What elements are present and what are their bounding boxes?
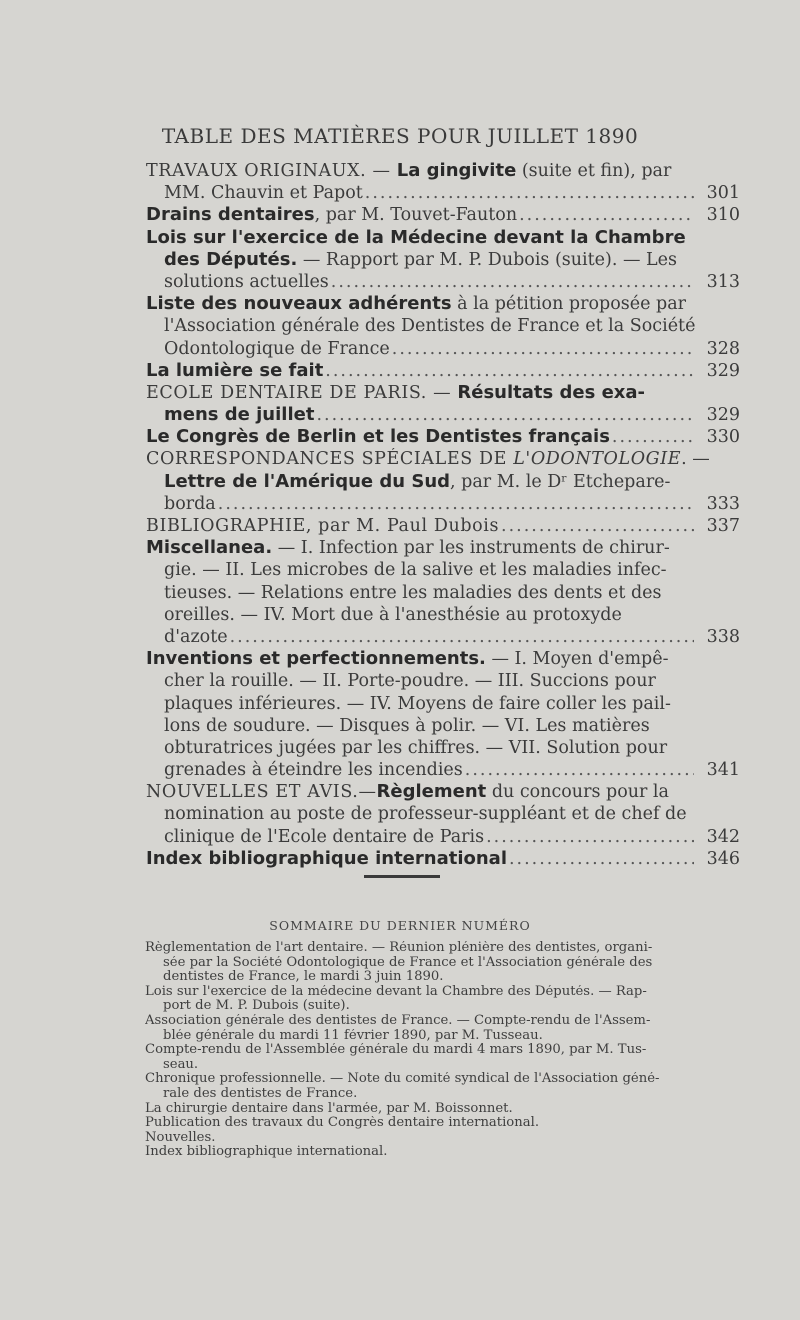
leader-dots bbox=[501, 515, 694, 537]
page-number: 346 bbox=[706, 848, 740, 869]
article-authors: borda bbox=[164, 493, 216, 514]
table-of-contents bbox=[146, 160, 740, 870]
summary-list bbox=[145, 941, 741, 1160]
toc-entry-drains bbox=[146, 204, 740, 226]
toc-line bbox=[146, 737, 740, 759]
toc-line bbox=[146, 160, 740, 182]
summary-title: SOMMAIRE DU DERNIER NUMÉRO bbox=[269, 918, 531, 933]
article-note: cher la rouille. — II. Porte-poudre. — III. Succions pour bbox=[164, 671, 656, 692]
toc-entry-inventions bbox=[146, 648, 740, 781]
toc-line bbox=[146, 715, 740, 737]
toc-line bbox=[146, 759, 740, 781]
section-label: TRAVAUX ORIGINAUX. — bbox=[146, 161, 397, 181]
page-number: 313 bbox=[706, 271, 740, 292]
section-label: ECOLE DENTAIRE DE PARIS. — bbox=[146, 382, 458, 403]
page-number: 337 bbox=[706, 516, 740, 536]
section-label: BIBLIOGRAPHIE, par M. Paul Dubois bbox=[146, 516, 500, 536]
page-number: 341 bbox=[706, 760, 740, 781]
article-note: tieuses. — Relations entre les maladies des dents et des bbox=[164, 582, 662, 603]
summary-line: Association générale des dentistes de France. — Compte-rendu de l'Assem- bbox=[145, 1013, 651, 1028]
toc-line bbox=[146, 204, 740, 226]
leader-dots bbox=[325, 360, 694, 382]
summary-line: Publication des travaux du Congrès dentaire international. bbox=[145, 1116, 540, 1131]
toc-line bbox=[146, 271, 740, 293]
article-note: lons de soudure. — Disques à polir. — VI. Les matières bbox=[164, 715, 650, 736]
toc-entry-index bbox=[146, 848, 740, 870]
toc-line bbox=[146, 604, 740, 626]
summary-line: sée par la Société Odontologique de France et l'Association générale des bbox=[163, 955, 653, 970]
article-title: Lois sur l'exercice de la Médecine devant la Chambre bbox=[146, 226, 686, 248]
article-note: — I. Infection par les instruments de chirur- bbox=[272, 538, 670, 559]
article-note: gie. — II. Les microbes de la salive et les maladies infec- bbox=[164, 560, 667, 581]
article-title: Index bibliographique international bbox=[146, 847, 507, 869]
toc-line bbox=[146, 582, 740, 604]
toc-line bbox=[146, 404, 740, 426]
article-title: Résultats des exa- bbox=[457, 381, 646, 403]
article-note: du concours pour la bbox=[486, 782, 669, 803]
page-number: 338 bbox=[706, 626, 740, 647]
toc-line bbox=[146, 537, 740, 559]
leader-dots bbox=[519, 204, 694, 226]
summary-line: port de M. P. Dubois (suite). bbox=[163, 999, 350, 1014]
article-note: obturatrices jugées par les chiffres. — VII. Solution pour bbox=[164, 737, 668, 758]
toc-line bbox=[146, 559, 740, 581]
toc-entry-nouvelles bbox=[146, 781, 740, 848]
leader-dots bbox=[218, 493, 694, 515]
journal-name: L'ODONTOLOGIE bbox=[513, 449, 682, 470]
page-number: 342 bbox=[706, 826, 740, 847]
summary-line: Lois sur l'exercice de la médecine devant la Chambre des Députés. — Rap- bbox=[145, 984, 647, 999]
section-label: CORRESPONDANCES SPÉCIALES DE bbox=[146, 449, 514, 470]
summary-line: Nouvelles. bbox=[145, 1130, 216, 1145]
toc-entry-adherents bbox=[146, 293, 740, 360]
toc-line bbox=[146, 515, 740, 537]
summary-line: Index bibliographique international. bbox=[145, 1145, 388, 1160]
leader-dots bbox=[230, 626, 694, 648]
page-number: 333 bbox=[706, 493, 740, 514]
leader-dots bbox=[316, 404, 694, 426]
leader-dots bbox=[486, 826, 694, 848]
article-note: d'azote bbox=[164, 626, 228, 647]
summary-line: blée générale du mardi 11 février 1890, par M. Tusseau. bbox=[163, 1028, 543, 1043]
page-number: 310 bbox=[706, 205, 740, 226]
toc-line bbox=[146, 471, 740, 493]
article-note: (suite et fin), par bbox=[516, 161, 672, 181]
leader-dots bbox=[331, 271, 694, 293]
article-note: plaques inférieures. — IV. Moyens de faire coller les pail- bbox=[164, 693, 671, 714]
toc-line bbox=[146, 693, 740, 715]
toc-entry-ecole bbox=[146, 382, 740, 426]
toc-line bbox=[146, 315, 740, 337]
summary-line: rale des dentistes de France. bbox=[163, 1086, 358, 1101]
leader-dots bbox=[509, 848, 694, 870]
page-title: TABLE DES MATIÈRES POUR JUILLET 1890 bbox=[161, 124, 639, 148]
toc-line bbox=[146, 182, 740, 204]
toc-entry-correspondances bbox=[146, 448, 740, 515]
leader-dots bbox=[392, 338, 694, 360]
article-note: solutions actuelles bbox=[164, 271, 329, 292]
leader-dots bbox=[465, 759, 694, 781]
divider-rule bbox=[364, 875, 440, 878]
leader-dots bbox=[612, 426, 694, 448]
article-title: mens de juillet bbox=[164, 404, 315, 426]
toc-entry-congres bbox=[146, 426, 740, 448]
toc-line bbox=[146, 448, 740, 470]
article-note: grenades à éteindre les incendies bbox=[164, 760, 463, 781]
toc-entry-lois bbox=[146, 227, 740, 294]
toc-line bbox=[146, 227, 740, 249]
toc-line bbox=[146, 826, 740, 848]
toc-line bbox=[146, 848, 740, 870]
article-title: La gingivite bbox=[396, 160, 517, 181]
article-authors: MM. Chauvin et Papot bbox=[164, 183, 363, 204]
article-note: l'Association générale des Dentistes de France et la Société bbox=[164, 316, 696, 337]
article-note: à la pétition proposée par bbox=[451, 294, 687, 315]
toc-line bbox=[146, 338, 740, 360]
article-note: . — bbox=[681, 449, 710, 470]
article-note: oreilles. — IV. Mort due à l'anesthésie au protoxyde bbox=[164, 604, 622, 625]
toc-entry-gingivite bbox=[146, 160, 740, 204]
page-number: 329 bbox=[706, 360, 740, 381]
summary-line: Compte-rendu de l'Assemblée générale du mardi 4 mars 1890, par M. Tus- bbox=[145, 1043, 647, 1058]
section-label: NOUVELLES ET AVIS.— bbox=[146, 782, 377, 803]
article-title: Règlement bbox=[376, 781, 487, 803]
page-number: 329 bbox=[706, 405, 740, 426]
article-title: Le Congrès de Berlin et les Dentistes français bbox=[146, 426, 610, 448]
toc-line bbox=[146, 426, 740, 448]
toc-entry-lumiere bbox=[146, 360, 740, 382]
toc-line bbox=[146, 670, 740, 692]
summary-line: Chronique professionnelle. — Note du comité syndical de l'Association géné- bbox=[145, 1072, 660, 1087]
article-title: des Députés. bbox=[164, 248, 298, 270]
article-authors: , par M. le Dʳ Etchepare- bbox=[450, 471, 671, 492]
article-title: Lettre de l'Amérique du Sud bbox=[164, 470, 451, 492]
article-note: — Rapport par M. P. Dubois (suite). — Les bbox=[297, 249, 678, 270]
toc-line bbox=[146, 360, 740, 382]
page-number: 328 bbox=[706, 338, 740, 359]
article-title: Miscellanea. bbox=[146, 537, 273, 559]
toc-line bbox=[146, 493, 740, 515]
toc-entry-miscellanea bbox=[146, 537, 740, 648]
leader-dots bbox=[365, 182, 694, 204]
article-note: Odontologique de France bbox=[164, 338, 390, 359]
summary-line: La chirurgie dentaire dans l'armée, par M. Boissonnet. bbox=[145, 1101, 513, 1116]
toc-line bbox=[146, 803, 740, 825]
toc-line bbox=[146, 293, 740, 315]
summary-line: dentistes de France, le mardi 3 juin 1890. bbox=[163, 970, 444, 985]
article-note: — I. Moyen d'empê- bbox=[485, 649, 669, 670]
toc-line bbox=[146, 781, 740, 803]
page-number: 330 bbox=[706, 427, 740, 448]
article-note: nomination au poste de professeur-suppléant et de chef de bbox=[164, 804, 687, 825]
toc-line bbox=[146, 382, 740, 404]
article-title: La lumière se fait bbox=[146, 359, 324, 381]
toc-line bbox=[146, 626, 740, 648]
page-number: 301 bbox=[706, 183, 740, 204]
toc-line bbox=[146, 249, 740, 271]
article-authors: , par M. Touvet-Fauton bbox=[314, 205, 518, 226]
summary-line: Règlementation de l'art dentaire. — Réunion plénière des dentistes, organi- bbox=[145, 941, 653, 955]
toc-line bbox=[146, 648, 740, 670]
article-note: clinique de l'Ecole dentaire de Paris bbox=[164, 826, 485, 847]
article-title: Liste des nouveaux adhérents bbox=[146, 293, 452, 315]
toc-entry-bibliographie bbox=[146, 515, 740, 537]
article-title: Drains dentaires bbox=[146, 204, 315, 226]
summary-line: seau. bbox=[163, 1057, 199, 1072]
article-title: Inventions et perfectionnements. bbox=[146, 648, 486, 670]
